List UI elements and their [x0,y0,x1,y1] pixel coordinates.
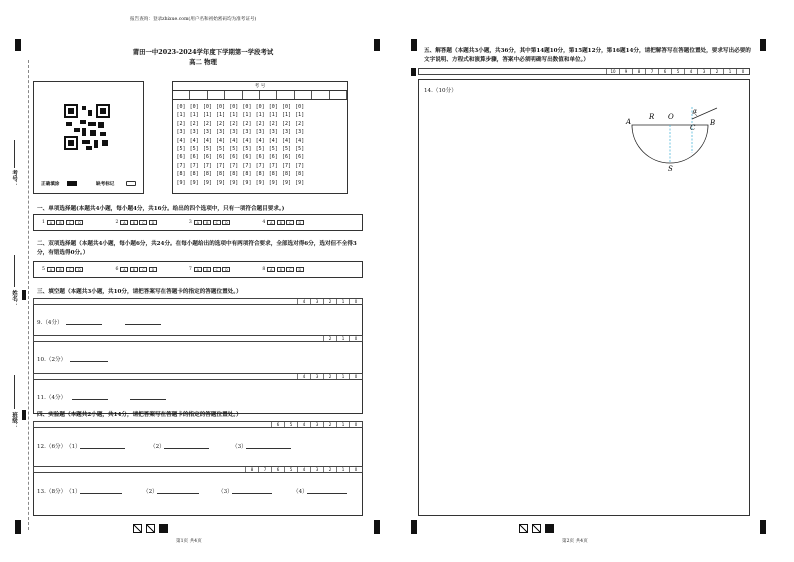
omr-bubble[interactable]: [8] [242,171,252,178]
omr-bubble[interactable]: [2] [202,120,212,127]
choice-question [42,267,83,272]
score-cell[interactable]: 5 [671,69,684,74]
q12-sub-1: （1） [66,444,81,450]
section-5-heading: 五、解答题（本题共3小题，共36分，其中第14题10分，第15题12分，第16题14分，请把解答写在答题位置处，要求写出必要的文字说明、方程式和演算步骤，答案中必须明确写出数值和单位。） [424,48,751,63]
omr-bubble[interactable]: [1] [255,112,265,119]
label-B: B [710,119,716,127]
score-cell[interactable]: 1 [336,374,349,379]
absent-label: 缺考标记 [96,182,115,187]
omr-bubble[interactable]: [3] [281,129,292,136]
omr-bubble[interactable]: [6] [295,154,305,161]
choice-bubble[interactable]: B [130,220,138,225]
omr-bubble[interactable]: [9] [268,179,278,186]
score-cell[interactable]: 8 [245,467,258,472]
omr-bubble[interactable]: [4] [281,137,292,144]
omr-bubble[interactable]: [9] [189,179,199,186]
class-line [14,375,15,409]
choice-bubble[interactable]: C [66,220,74,225]
omr-row [176,163,305,169]
omr-bubble[interactable]: [7] [176,162,186,169]
q13-blank-1[interactable] [80,487,122,494]
omr-bubble[interactable]: [2] [295,120,305,127]
exam-number-cell[interactable] [243,91,260,99]
omr-bubble[interactable]: [5] [281,146,292,152]
omr-bubble[interactable]: [7] [216,162,226,169]
label-O: O [668,113,674,121]
omr-bubble[interactable]: [9] [202,179,212,186]
score-cell[interactable]: 6 [271,467,284,472]
score-cell[interactable]: 9 [619,69,632,74]
q13-sub-2: （2） [143,489,158,495]
choice-bubble[interactable]: D [75,267,83,272]
score-cell[interactable]: 7 [645,69,658,74]
omr-bubble[interactable]: [8] [216,171,226,178]
omr-bubble[interactable]: [3] [295,129,305,136]
omr-bubble[interactable]: [4] [202,137,212,144]
choice-question-number: 1 [42,220,45,225]
score-cell[interactable]: 7 [258,467,271,472]
omr-bubble[interactable]: [1] [176,112,186,119]
side-mark [22,410,26,420]
score-cell[interactable]: 1 [336,422,349,427]
label-alpha: α [693,108,698,115]
omr-bubble[interactable]: [8] [268,171,278,178]
omr-bubble[interactable]: [0] [189,104,199,110]
exam-number-cell[interactable] [190,91,207,99]
choice-question-number: 3 [188,220,192,225]
score-cell[interactable]: 2 [323,336,336,341]
score-cell[interactable]: 0 [736,69,749,74]
omr-bubble[interactable]: [1] [295,112,305,119]
omr-row [176,121,305,127]
omr-bubble[interactable]: [1] [268,112,278,119]
omr-bubble[interactable]: [7] [202,162,212,169]
score-cell[interactable]: 2 [323,467,336,472]
choice-bubble[interactable]: C [139,267,147,272]
choice-question [189,220,230,225]
exam-number-cell[interactable] [330,91,347,99]
omr-bubble[interactable]: [8] [229,171,239,178]
omr-bubble[interactable]: [1] [281,112,292,119]
omr-bubble[interactable]: [4] [176,137,186,144]
omr-bubble[interactable]: [9] [176,179,186,186]
choice-bubble[interactable]: A [47,267,55,272]
q11-blank-2[interactable] [130,393,166,400]
omr-bubble[interactable]: [6] [255,154,265,161]
choice-bubble[interactable]: D [296,220,304,225]
exam-number-cell[interactable] [312,91,329,99]
score-cell[interactable]: 4 [297,422,310,427]
omr-bubble[interactable]: [0] [268,104,278,110]
q13-blank-3[interactable] [232,487,272,494]
omr-bubble[interactable]: [0] [242,104,252,110]
omr-bubble[interactable]: [0] [255,104,265,110]
score-cell[interactable]: 2 [710,69,723,74]
omr-bubble[interactable]: [4] [216,137,226,144]
score-cell[interactable]: 2 [323,374,336,379]
fill-example-swatch [67,181,77,186]
exam-number-cell[interactable] [208,91,225,99]
choice-question [42,220,83,225]
omr-bubble[interactable]: [8] [176,171,186,178]
q9-label: 9.（4分） [37,320,63,326]
side-mark [22,290,26,300]
omr-bubble[interactable]: [9] [295,179,305,186]
q9-blank-2[interactable] [125,318,161,325]
omr-bubble[interactable]: [1] [242,112,252,119]
omr-bubble[interactable]: [2] [242,120,252,127]
score-strip-q12 [33,421,363,428]
omr-bubble[interactable]: [8] [281,171,292,178]
choice-bubble[interactable]: A [267,267,275,272]
omr-bubble[interactable]: [5] [216,146,226,152]
omr-bubble[interactable]: [1] [202,112,212,119]
omr-bubble[interactable]: [2] [216,120,226,127]
score-cell[interactable]: 0 [349,374,362,379]
omr-row [176,104,305,110]
choice-bubble[interactable]: B [130,267,138,272]
omr-bubble[interactable]: [2] [255,120,265,127]
omr-bubble[interactable]: [4] [189,137,199,144]
omr-row [176,112,305,118]
omr-row [176,146,305,152]
choice-bubble[interactable]: C [286,220,294,225]
side-mark [411,68,416,76]
omr-bubble[interactable]: [8] [202,171,212,178]
score-cell[interactable]: 3 [310,299,323,304]
omr-bubble[interactable]: [0] [281,104,292,110]
score-cell[interactable]: 8 [632,69,645,74]
q13-blank-2[interactable] [157,487,199,494]
corner-mark [374,39,380,51]
omr-bubble[interactable]: [4] [268,137,278,144]
section-4-heading: 四、实验题（本题共2小题，共14分，请把答案写在答题卡的指定的答题位置处。） [37,412,242,418]
q13-sub-4: （4） [293,489,308,495]
score-cell[interactable]: 5 [284,422,297,427]
omr-bubble[interactable]: [7] [255,162,265,169]
exam-number-cell[interactable] [260,91,277,99]
semicircle-diagram [620,105,725,175]
choice-bubble[interactable]: D [75,220,83,225]
exam-number-cell[interactable] [225,91,242,99]
omr-bubble[interactable]: [3] [242,129,252,136]
score-cell[interactable]: 10 [606,69,619,74]
choice-bubble[interactable]: B [56,267,64,272]
label-C: C [690,124,696,132]
choice-bubble[interactable]: D [222,267,230,272]
score-cell[interactable]: 0 [349,422,362,427]
corner-mark [411,520,417,534]
omr-bubble[interactable]: [3] [216,129,226,136]
corner-mark [760,520,766,534]
omr-bubble[interactable]: [8] [255,171,265,178]
omr-bubble[interactable]: [4] [295,137,305,144]
omr-bubble[interactable]: [7] [189,162,199,169]
choice-bubble[interactable]: B [203,267,211,272]
absent-checkbox[interactable] [126,181,136,186]
choice-bubble[interactable]: D [149,220,157,225]
choice-bubble[interactable]: A [120,220,128,225]
score-cell[interactable]: 5 [284,467,297,472]
exam-number-header: 考 号 [173,82,347,91]
page-subtitle: 高二 物理 [189,58,217,66]
omr-bubble[interactable]: [3] [202,129,212,136]
omr-bubble[interactable]: [0] [229,104,239,110]
choice-bubble[interactable]: B [203,220,211,225]
omr-bubble[interactable]: [6] [189,154,199,161]
exam-number-cell[interactable] [173,91,190,99]
score-cell[interactable]: 6 [658,69,671,74]
choice-question-number: 7 [188,267,192,272]
section-1-heading: 一、单项选择题(本题共4小题，每小题4分，共16分。给出的四个选项中，只有一项符合题目要求。) [37,206,285,212]
qr-code-icon [64,104,110,150]
choice-bubble[interactable]: D [222,220,230,225]
choice-question-number: 8 [262,267,266,272]
choice-question [262,267,303,272]
footer-marks-right [519,524,554,533]
label-A: A [626,118,632,126]
q12-blank-2[interactable] [164,442,209,449]
choice-bubble[interactable]: A [194,220,202,225]
omr-bubble[interactable]: [6] [268,154,278,161]
omr-bubble[interactable]: [7] [268,162,278,169]
score-cell[interactable]: 0 [349,467,362,472]
corner-mark [760,39,766,51]
fill-example-label: 正确填涂 [41,182,60,187]
omr-bubble[interactable]: [4] [229,137,239,144]
exam-number-grid [172,81,348,194]
score-cell[interactable]: 1 [336,467,349,472]
omr-bubble[interactable]: [3] [229,129,239,136]
score-cell[interactable]: 3 [310,422,323,427]
omr-bubble[interactable]: [6] [176,154,186,161]
name-label: 姓名： [11,290,17,307]
q13-blank-4[interactable] [307,487,347,494]
choice-question-number: 2 [115,220,119,225]
score-cell[interactable]: 2 [323,299,336,304]
q13-label: 13.（8分） [37,489,67,495]
omr-bubble[interactable]: [3] [268,129,278,136]
choice-question [262,220,303,225]
score-strip-q9 [33,298,363,305]
choice-bubble[interactable]: D [296,267,304,272]
corner-mark [15,520,21,534]
choice-bubble[interactable]: C [213,220,221,225]
omr-bubble[interactable]: [2] [268,120,278,127]
omr-bubble[interactable]: [0] [295,104,305,110]
q13-sub-1: （1） [66,489,81,495]
omr-bubble[interactable]: [2] [229,120,239,127]
q12-sub-2: （2） [150,444,165,450]
choice-question-number: 5 [42,267,45,272]
omr-bubble[interactable]: [8] [295,171,305,178]
choice-bubble[interactable]: C [139,220,147,225]
omr-bubble[interactable]: [5] [229,146,239,152]
section-1-answer-box [33,214,363,231]
header-notice: 报告查询：登录zhixue.com(用户名和初始密码均为准考证号) [130,17,257,22]
label-R: R [649,113,655,121]
corner-mark [374,520,380,534]
choice-bubble[interactable]: C [66,267,74,272]
score-cell[interactable]: 3 [697,69,710,74]
omr-bubble[interactable]: [7] [229,162,239,169]
choice-bubble[interactable]: B [277,267,285,272]
omr-bubble[interactable]: [5] [176,146,186,152]
binding-line [28,60,29,530]
choice-question-number: 6 [115,267,119,272]
exam-no-line [14,140,15,168]
score-cell[interactable]: 4 [297,374,310,379]
q9-blank-1[interactable] [66,318,102,325]
score-cell[interactable]: 1 [336,299,349,304]
omr-bubble[interactable]: [6] [216,154,226,161]
omr-bubble[interactable]: [9] [242,179,252,186]
score-cell[interactable]: 2 [323,422,336,427]
exam-no-label: 考号： [11,170,17,187]
choice-bubble[interactable]: C [213,267,221,272]
omr-bubble[interactable]: [5] [255,146,265,152]
label-S: S [668,165,673,173]
q12-blank-1[interactable] [80,442,125,449]
score-cell[interactable]: 3 [310,467,323,472]
score-cell[interactable]: 1 [723,69,736,74]
choice-bubble[interactable]: B [56,220,64,225]
section-2-answer-box [33,261,363,278]
omr-bubble[interactable]: [4] [242,137,252,144]
score-strip-q11 [33,373,363,380]
omr-bubble[interactable]: [2] [281,120,292,127]
score-cell[interactable]: 4 [297,467,310,472]
omr-bubble[interactable]: [9] [216,179,226,186]
omr-bubble[interactable]: [0] [216,104,226,110]
score-strip-q14 [418,68,750,75]
omr-row [176,180,305,186]
omr-bubble[interactable]: [9] [255,179,265,186]
omr-bubble[interactable]: [0] [202,104,212,110]
omr-bubble[interactable]: [3] [255,129,265,136]
omr-bubble[interactable]: [5] [202,146,212,152]
omr-bubble[interactable]: [6] [281,154,292,161]
corner-mark [411,39,417,51]
omr-bubble[interactable]: [7] [242,162,252,169]
omr-bubble[interactable]: [3] [176,129,186,136]
omr-bubble[interactable]: [4] [255,137,265,144]
choice-question [115,267,156,272]
score-cell[interactable]: 1 [336,336,349,341]
omr-bubble[interactable]: [7] [281,162,292,169]
score-cell[interactable]: 4 [297,299,310,304]
q12-label: 12.（6分） [37,444,67,450]
omr-row [176,171,305,177]
footer-page-left: 第1页 共4页 [176,539,202,544]
choice-bubble[interactable]: A [194,267,202,272]
omr-bubble[interactable]: [5] [242,146,252,152]
omr-row [176,138,305,144]
omr-row [176,154,305,160]
score-cell[interactable]: 6 [271,422,284,427]
q12-sub-3: （3） [232,444,247,450]
omr-bubble[interactable]: [9] [281,179,292,186]
footer-marks-left [133,524,168,533]
q11-label: 11.（4分） [37,395,67,401]
choice-question-number: 4 [262,220,266,225]
omr-bubble[interactable]: [5] [295,146,305,152]
omr-bubble[interactable]: [1] [189,112,199,119]
footer-page-right: 第2页 共4页 [562,539,588,544]
name-line [14,255,15,287]
score-strip-q13 [33,466,363,473]
student-info-box [33,81,144,194]
choice-bubble[interactable]: D [149,267,157,272]
omr-bubble[interactable]: [0] [176,104,186,110]
choice-bubble[interactable]: A [120,267,128,272]
page-title: 莆田一中2023-2024学年度下学期第一学段考试 [132,48,274,56]
omr-bubble[interactable]: [9] [229,179,239,186]
q11-blank-1[interactable] [72,393,108,400]
choice-bubble[interactable]: B [277,220,285,225]
score-cell[interactable]: 0 [349,299,362,304]
exam-number-write-row[interactable] [173,91,347,100]
corner-mark [15,39,21,51]
choice-bubble[interactable]: A [47,220,55,225]
choice-bubble[interactable]: C [286,267,294,272]
omr-bubble[interactable]: [7] [295,162,305,169]
omr-row [176,129,305,135]
score-cell[interactable]: 0 [349,336,362,341]
omr-bubble[interactable]: [3] [189,129,199,136]
section-3-heading: 三、填空题（本题共3小题，共10分，请把答案写在答题卡的指定的答题位置处。） [37,289,242,295]
omr-bubble[interactable]: [6] [202,154,212,161]
exam-number-cell[interactable] [295,91,312,99]
omr-bubble[interactable]: [1] [216,112,226,119]
score-strip-q10 [33,335,363,342]
q14-label: 14.（10分） [424,88,457,94]
omr-bubble[interactable]: [2] [176,120,186,127]
choice-question [115,220,156,225]
section-2-heading: 二、双项选择题（本题共4小题，每小题6分，共24分。在每小题给出的选项中有两项符合要求，全部选对得6分，选对但不全得3分，有错选得0分。） [37,241,357,256]
omr-bubble[interactable]: [5] [268,146,278,152]
q10-label: 10.（2分） [37,357,67,363]
score-cell[interactable]: 4 [684,69,697,74]
omr-bubble[interactable]: [2] [189,120,199,127]
q10-blank[interactable] [70,355,108,362]
score-cell[interactable]: 3 [310,374,323,379]
class-label: 班级： [11,412,17,429]
omr-bubble[interactable]: [5] [189,146,199,152]
choice-bubble[interactable]: A [267,220,275,225]
omr-bubble[interactable]: [6] [242,154,252,161]
omr-bubble[interactable]: [8] [189,171,199,178]
q12-blank-3[interactable] [246,442,291,449]
choice-question [189,267,230,272]
q13-sub-3: （3） [218,489,233,495]
omr-bubble[interactable]: [6] [229,154,239,161]
exam-number-cell[interactable] [277,91,294,99]
omr-bubble[interactable]: [1] [229,112,239,119]
